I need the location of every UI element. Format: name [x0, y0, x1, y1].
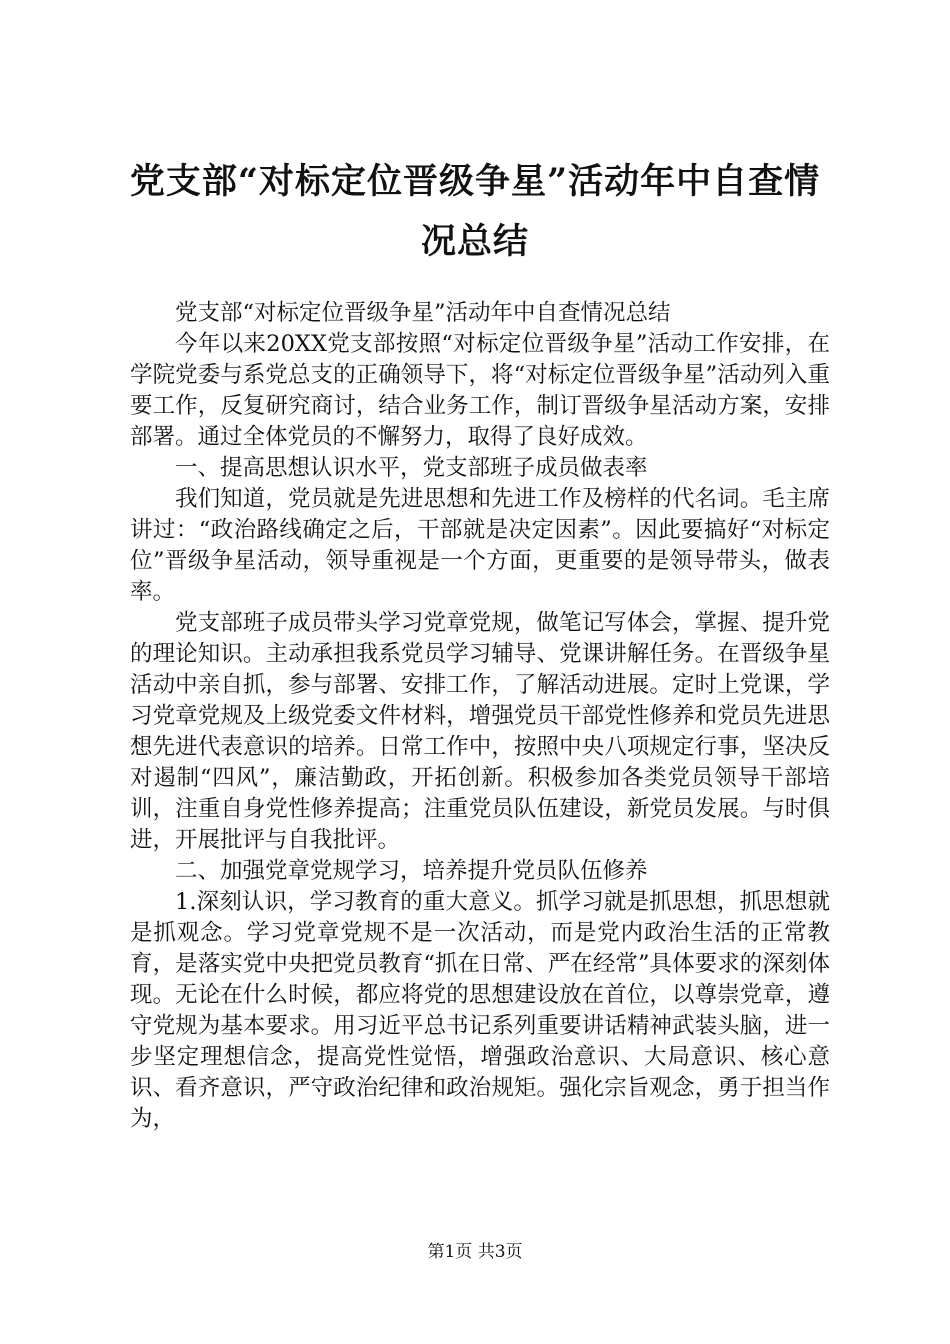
paragraph-subtitle: 党支部“对标定位晋级争星”活动年中自查情况总结 [175, 300, 671, 326]
section-heading-2: 二、加强党章党规学习，培养提升党员队伍修养 [175, 858, 648, 884]
section-heading-1: 一、提高思想认识水平，党支部班子成员做表率 [175, 455, 648, 481]
paragraph-intro: 今年以来20XX党支部按照“对标定位晋级争星”活动工作安排，在学院党委与系党总支的正确领导下，将“对标定位晋级争星”活动列入重要工作，反复研究商讨，结合业务工作，制订晋级争星活动方案，安排部署。通过全体党员的不懈努力，取得了良好成效。 [130, 331, 830, 450]
paragraph-section1-b: 党支部班子成员带头学习党章党规，做笔记写体会，掌握、提升党的理论知识。主动承担我系党员学习辅导、党课讲解任务。在晋级争星活动中亲自抓，参与部署、安排工作，了解活动进展。定时上党课，学习党章党规及上级党委文件材料，增强党员干部党性修养和党员先进思想先进代表意识的培养。日常工作中，按照中央八项规定行事，坚决反对遏制“四风”，廉洁勤政，开拓创新。积极参加各类党员领导干部培训，注重自身党性修养提高；注重党员队伍建设，新党员发展。与时俱进，开展批评与自我批评。 [130, 610, 830, 853]
document-title: 党支部“对标定位晋级争星”活动年中自查情况总结 [129, 161, 821, 262]
paragraph-section2-a: 1.深刻认识，学习教育的重大意义。抓学习就是抓思想，抓思想就是抓观念。学习党章党规不是一次活动，而是党内政治生活的正常教育，是落实党中央把党员教育“抓在日常、严在经常”具体要求的深刻体现。无论在什么时候，都应将党的思想建设放在首位，以尊崇党章，遵守党规为基本要求。用习近平总书记系列重要讲话精神武装头脑，进一步坚定理想信念，提高党性觉悟，增强政治意识、大局意识、核心意识、看齐意识，严守政治纪律和政治规矩。强化宗旨观念，勇于担当作为， [130, 889, 830, 1132]
paragraph-section1-a: 我们知道，党员就是先进思想和先进工作及榜样的代名词。毛主席讲过：“政治路线确定之后，干部就是决定因素”。因此要搞好“对标定位”晋级争星活动，领导重视是一个方面，更重要的是领导带头，做表率。 [130, 486, 830, 605]
page-footer: 第1页 共3页 [427, 1242, 523, 1262]
document-body [130, 298, 830, 1135]
